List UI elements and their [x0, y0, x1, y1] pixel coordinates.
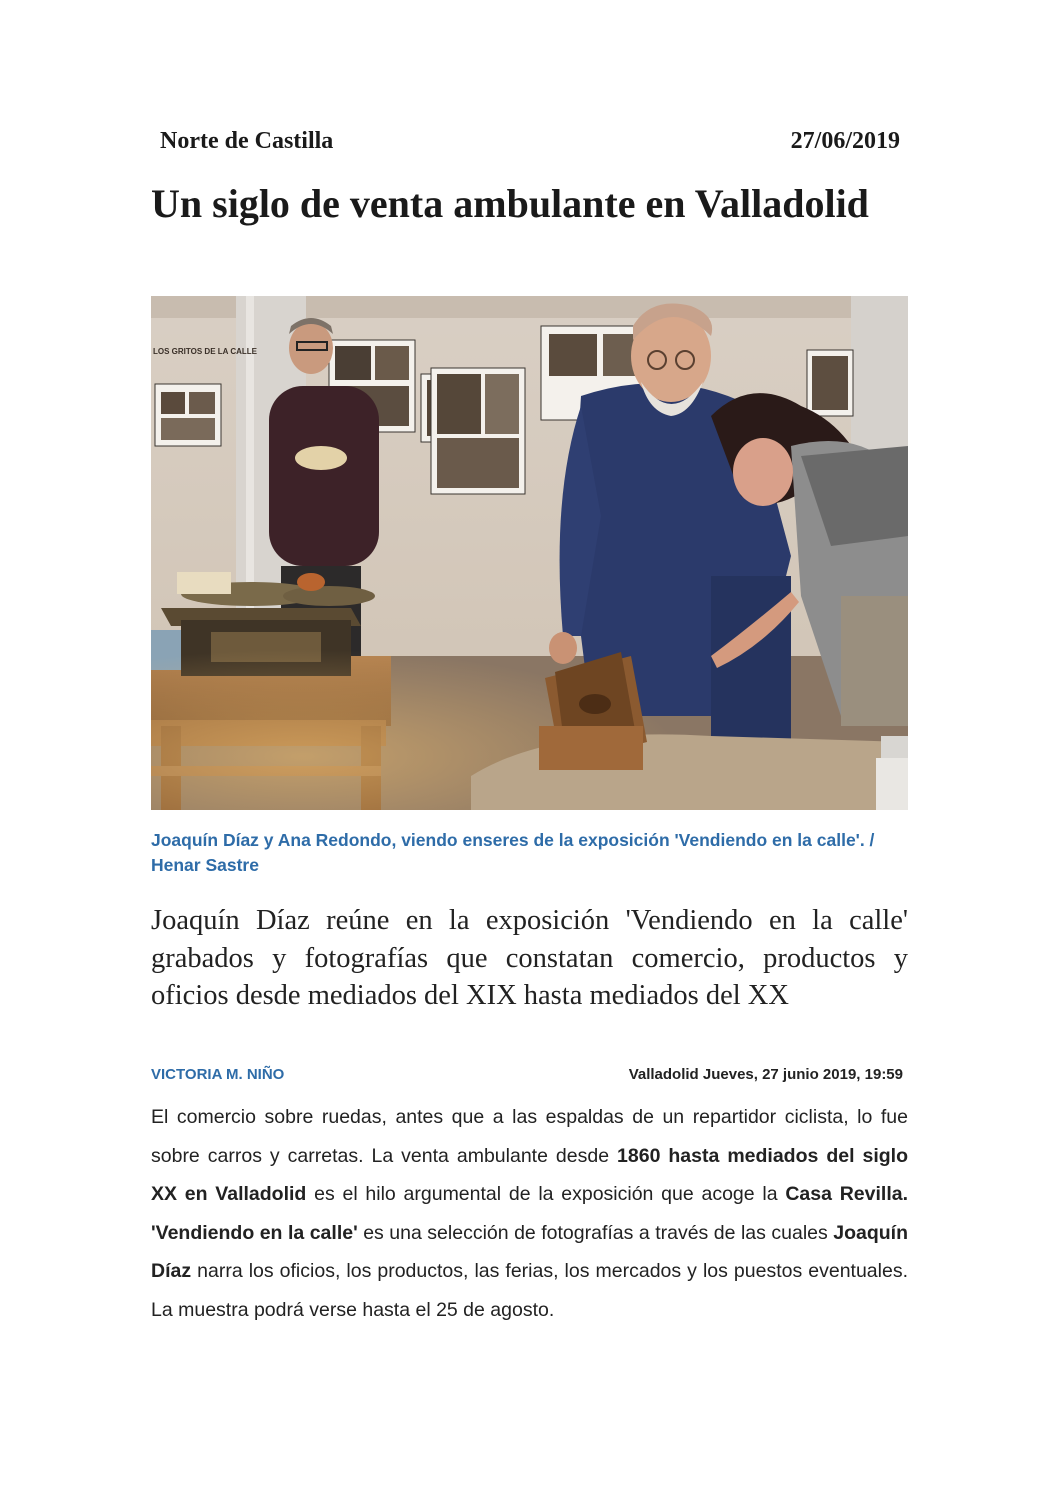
body-bold-1: 1860 hasta mediados del siglo XX en Valladolid	[151, 1144, 908, 1205]
body-text-4: narra los oficios, los productos, las ferias, los mercados y los puestos eventuales. La muestra podrá verse hasta el 25 de agosto.	[151, 1260, 908, 1321]
body-bold-2: Casa Revilla. 'Vendiendo en la calle'	[151, 1183, 909, 1244]
document-header	[160, 128, 900, 160]
body-text-2: es el hilo argumental de la exposición que acoge la	[306, 1183, 786, 1205]
article-photo	[151, 296, 908, 810]
body-text-3: es una selección de fotografías a través de las cuales	[357, 1221, 834, 1244]
newspaper-name: Norte de Castilla	[160, 128, 334, 154]
photo-caption: Joaquín Díaz y Ana Redondo, viendo enseres de la exposición 'Vendiendo en la calle'. / Henar Sastre	[151, 830, 875, 875]
body-bold-3: Joaquín Díaz	[151, 1221, 909, 1282]
author-link[interactable]: VICTORIA M. NIÑO	[151, 1066, 285, 1083]
wall-sign-text: LOS GRITOS DE LA CALLE	[153, 347, 258, 356]
byline	[151, 1066, 903, 1086]
publication-date: 27/06/2019	[790, 128, 900, 154]
headline: Un siglo de venta ambulante en Valladolid	[151, 181, 869, 226]
article-body	[151, 1098, 908, 1329]
body-text-1: El comercio sobre ruedas, antes que a las espaldas de un repartidor ciclista, lo fue sobre carros y carretas. La venta ambulante desde	[151, 1106, 908, 1167]
article-subtitle: Joaquín Díaz reúne en la exposición 'Vendiendo en la calle' grabados y fotografías que constatan comercio, productos y oficios desde mediados del XIX hasta mediados del XX	[151, 905, 908, 1011]
dateline: Valladolid Jueves, 27 junio 2019, 19:59	[628, 1066, 903, 1083]
